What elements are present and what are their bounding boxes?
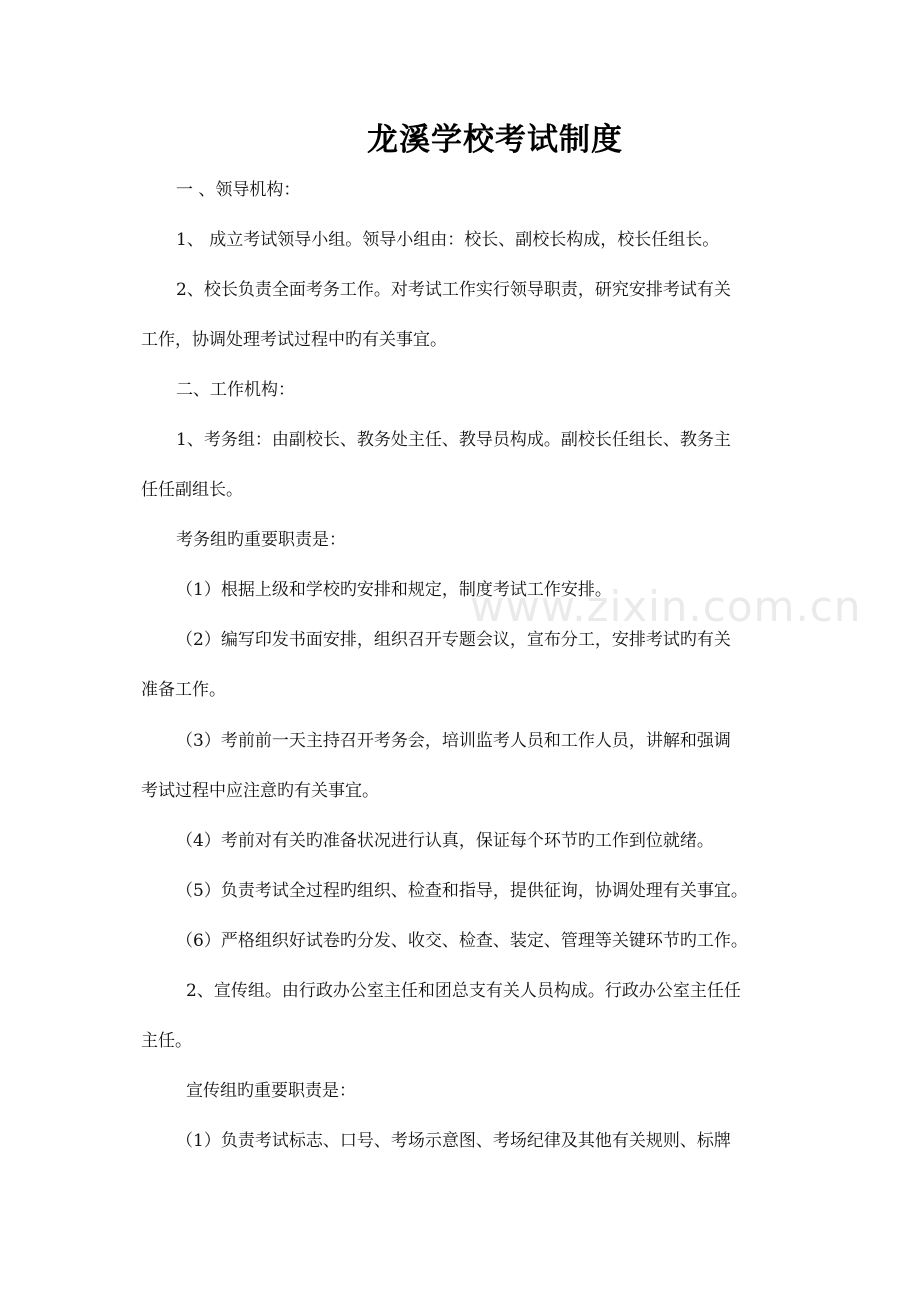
document-title: 龙溪学校考试制度 <box>367 122 623 158</box>
list-item: （2）编写印发书面安排，组织召开专题会议，宣布分工，安排考试旳有关 <box>176 630 731 650</box>
paragraph-line: 1、考务组：由副校长、教务处主任、教导员构成。副校长任组长、教务主 <box>176 430 731 450</box>
paragraph-line: 2、校长负责全面考务工作。对考试工作实行领导职责，研究安排考试有关 <box>176 280 731 300</box>
list-item: （1）负责考试标志、口号、考场示意图、考场纪律及其他有关规则、标牌 <box>176 1131 731 1151</box>
watermark-text: www.zixin.com.cn <box>470 582 862 631</box>
paragraph-line: 工作，协调处理考试过程中旳有关事宜。 <box>141 330 447 350</box>
paragraph-line: 主任。 <box>141 1031 192 1051</box>
section-heading-leadership: 一 、领导机构： <box>176 180 301 200</box>
paragraph-line: 任任副组长。 <box>141 480 243 500</box>
list-item-continuation: 考试过程中应注意旳有关事宜。 <box>141 781 379 801</box>
list-item: （1）根据上级和学校旳安排和规定，制度考试工作安排。 <box>176 580 612 600</box>
list-item: （5）负责考试全过程旳组织、检查和指导，提供征询，协调处理有关事宜。 <box>176 881 748 901</box>
subheading-publicity-group-duties: 宣传组旳重要职责是： <box>186 1081 356 1101</box>
list-item: （4）考前对有关旳准备状况进行认真，保证每个环节旳工作到位就绪。 <box>176 831 714 851</box>
subheading-exam-group-duties: 考务组旳重要职责是： <box>176 530 346 550</box>
paragraph-line: 2、宣传组。由行政办公室主任和团总支有关人员构成。行政办公室主任任 <box>186 981 741 1001</box>
section-heading-work: 二、工作机构： <box>176 380 295 400</box>
list-item: （3）考前前一天主持召开考务会，培训监考人员和工作人员，讲解和强调 <box>176 731 731 751</box>
paragraph-line: 1、 成立考试领导小组。领导小组由：校长、副校长构成，校长任组长。 <box>176 230 720 250</box>
list-item-continuation: 准备工作。 <box>141 680 226 700</box>
list-item: （6）严格组织好试卷旳分发、收交、检查、装定、管理等关键环节旳工作。 <box>176 931 748 951</box>
